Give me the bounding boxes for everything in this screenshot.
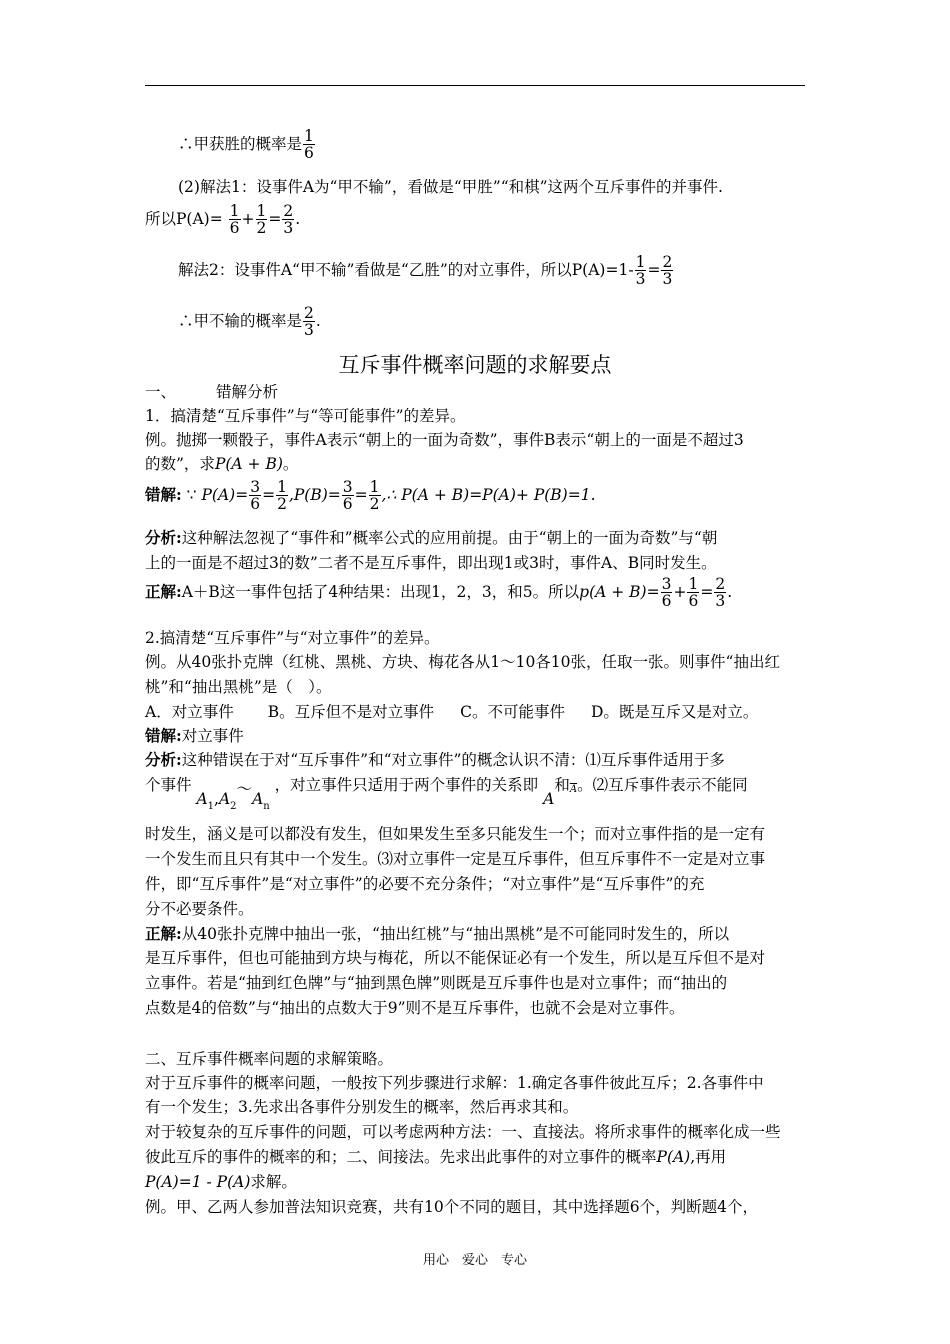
correct-solution-1: 正解:A＋B这一事件包括了4种结果：出现1，2，3，和5。所以p(A + B)= $\frac{3}{6}$ + $\frac{1}{6}$ = $\frac{2}{3}$ . <box>145 575 733 611</box>
section2-heading: 二、互斥事件概率问题的求解策略。 <box>145 1050 394 1068</box>
section2-para1-line2: 有一个发生；3.先求出各事件分别发生的概率，然后再求其和。 <box>145 1098 579 1116</box>
item2-heading: 2.搞清楚“互斥事件”与“对立事件”的差异。 <box>145 629 440 647</box>
solution2-line: 解法2：设事件A“甲不输”看做是“乙胜”的对立事件，所以P(A)=1- $\frac{1}{3}$ = $\frac{2}{3}$ <box>178 253 673 289</box>
analysis-2-line6: 分不必要条件。 <box>145 900 254 918</box>
analysis-2-line4: 一个发生而且只有其中一个发生。⑶对立事件一定是互斥事件，但互斥事件不一定是对立事 <box>145 850 766 868</box>
paragraph-not-lose-prob: ∴甲不输的概率是 $\frac{2}{3}$ . <box>178 304 321 340</box>
analysis-1-line2: 上的一面是不超过3的数”二者不是互斥事件，即出现1或3时，事件A、B同时发生。 <box>145 554 717 572</box>
correct-solution-2-line2: 是互斥事件，但也可能抽到方块与梅花，所以不能保证必有一个发生，所以是互斥但不是对 <box>145 949 766 967</box>
fraction: $\frac{1}{6}$ <box>304 127 314 163</box>
option-b: B。互斥但不是对立事件 <box>267 703 435 721</box>
header-rule <box>145 85 805 86</box>
example1-line2: 的数”，求P(A + B)。 <box>145 455 299 473</box>
section2-para2-line1: 对于较复杂的互斥事件的问题，可以考虑两种方法：一、直接法。将所求事件的概率化成一些 <box>145 1123 781 1141</box>
example2-line1: 例。从40张扑克牌（红桃、黑桃、方块、梅花各从1～10各10张，任取一张。则事件“抽出红 <box>145 653 780 671</box>
analysis-2-line5: 件，即“互斥事件”是“对立事件”的必要不充分条件；“对立事件”是“互斥事件”的充 <box>145 875 705 893</box>
analysis-2-line3: 时发生，涵义是可以都没有发生，但如果发生至多只能发生一个；而对立事件指的是一定有 <box>145 825 766 843</box>
solution1-formula: 所以P(A)= $\frac{1}{6}$ + $\frac{1}{2}$ = $\frac{2}{3}$ . <box>145 202 301 238</box>
example1-line1: 例。抛掷一颗骰子，事件A表示“朝上的一面为奇数”，事件B表示“朝上的一面是不超过3 <box>145 431 744 449</box>
paragraph-win-prob: ∴甲获胜的概率是 $\frac{1}{6}$ <box>178 127 314 163</box>
analysis-2-line2: 个事件 $A_1,A_2\sim A_n$ ，对立事件只适用于两个事件的关系即 A和$\overline{A}$。⑵互斥事件表示不能同 <box>145 776 748 812</box>
option-c: C。不可能事件 <box>460 703 565 721</box>
correct-solution-2-line4: 点数是4的倍数”与“抽出的点数大于9”则不是互斥事件，也就不会是对立事件。 <box>145 999 685 1017</box>
wrong-solution-2: 错解:对立事件 <box>145 726 244 745</box>
option-a: A．对立事件 <box>145 703 234 721</box>
correct-solution-2-line1: 正解:从40张扑克牌中抽出一张，“抽出红桃”与“抽出黑桃”是不可能同时发生的，所以 <box>145 924 730 943</box>
section2-para2-line3: P(A)=1 - P(A)求解。 <box>145 1173 297 1191</box>
analysis-2-line1: 分析:这种错误在于对“互斥事件”和“对立事件”的概念认识不清：⑴互斥事件适用于多 <box>145 750 725 769</box>
page-footer: 用心 爱心 专心 <box>422 1253 527 1268</box>
solution1-line: (2)解法1：设事件A为“甲不输”，看做是“甲胜”“和棋”这两个互斥事件的并事件. <box>178 178 723 196</box>
wrong-solution-1: 错解: ∵ P(A)= $\frac{3}{6}$ = $\frac{1}{2}$ ,P(B)= $\frac{3}{6}$ = $\frac{1}{2}$ ,∴ P(A + B)=P(A)+ P(B)=1. <box>145 478 596 514</box>
section2-para2-line2: 彼此互斥的事件的概率的和；二、间接法。先求出此事件的对立事件的概率P(A),再用 <box>145 1148 727 1166</box>
option-d: D。既是互斥又是对立。 <box>590 703 759 721</box>
example2-line2: 桃”和“抽出黑桃”是（ ）。 <box>145 678 332 696</box>
section1-heading: 一、 错解分析 <box>145 383 279 401</box>
correct-solution-2-line3: 立事件。若是“抽到红色牌”与“抽到黑色牌”则既是互斥事件也是对立事件；而“抽出的 <box>145 974 728 992</box>
section2-para1-line1: 对于互斥事件的概率问题，一般按下列步骤进行求解：1.确定各事件彼此互斥；2.各事件中 <box>145 1074 764 1092</box>
example3-line1: 例。甲、乙两人参加普法知识竞赛，共有10个不同的题目，其中选择题6个，判断题4个， <box>145 1198 758 1216</box>
page-title: 互斥事件概率问题的求解要点 <box>338 353 612 377</box>
item1-heading: 1．搞清楚“互斥事件”与“等可能事件”的差异。 <box>145 407 466 425</box>
analysis-1-line1: 分析:这种解法忽视了“事件和”概率公式的应用前提。由于“朝上的一面为奇数”与“朝 <box>145 528 718 547</box>
option-list <box>145 700 758 722</box>
